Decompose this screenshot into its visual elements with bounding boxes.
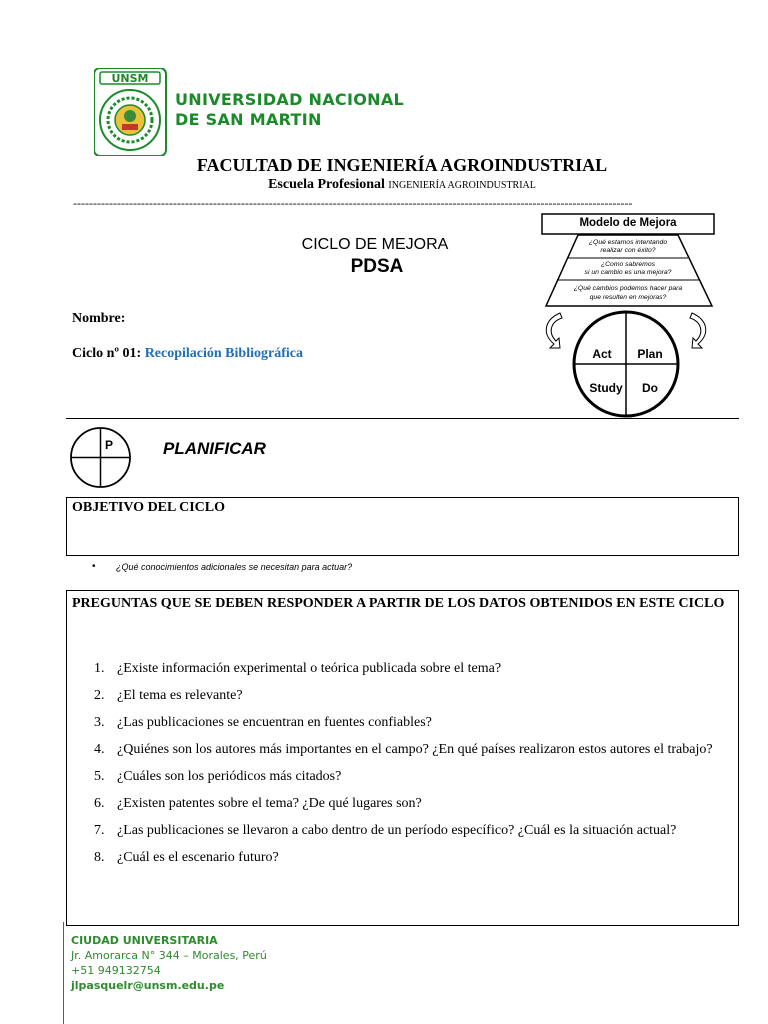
list-item: 3. ¿Las publicaciones se encuentran en fuentes confiables?: [94, 715, 432, 730]
list-item: 7. ¿Las publicaciones se llevaron a cabo dentro de un período específico? ¿Cuál es la situación actual?: [94, 823, 677, 838]
school-label: Escuela Profesional: [268, 177, 385, 192]
model-title: Modelo de Mejora: [579, 217, 677, 229]
university-name: UNIVERSIDAD NACIONAL DE SAN MARTIN: [175, 90, 404, 129]
school-name: INGENIERÍA AGROINDUSTRIAL: [388, 180, 536, 191]
bullet-icon: •: [92, 561, 96, 572]
footer-address: Jr. Amorarca N° 344 – Morales, Perú: [71, 949, 267, 962]
preguntas-box: [66, 590, 739, 926]
quadrant-plan: Plan: [637, 347, 663, 361]
footer-phone: +51 949132754: [71, 964, 161, 977]
quadrant-do: Do: [642, 381, 658, 395]
list-item: 4. ¿Quiénes son los autores más importantes en el campo? ¿En qué países realizaron estos autores el trabajo?: [94, 742, 713, 757]
list-item: 2. ¿El tema es relevante?: [94, 688, 243, 703]
pdsa-model-diagram: [540, 212, 718, 420]
questions-list: [67, 655, 735, 871]
list-item: 5. ¿Cuáles son los periódicos más citados?: [94, 769, 342, 784]
nombre-label: Nombre:: [72, 311, 126, 326]
footer-campus: CIUDAD UNIVERSITARIA: [71, 934, 218, 947]
faculty-title: FACULTAD DE INGENIERÍA AGROINDUSTRIAL: [196, 155, 608, 175]
objetivo-box: [66, 497, 739, 556]
plan-phase-icon: [69, 426, 132, 489]
list-item: 1. ¿Existe información experimental o teórica publicada sobre el tema?: [94, 661, 502, 676]
list-item: 8. ¿Cuál es el escenario futuro?: [94, 850, 279, 865]
preguntas-heading: PREGUNTAS QUE SE DEBEN RESPONDER A PARTIR DE LOS DATOS OBTENIDOS EN ESTE CICLO: [72, 596, 725, 611]
school-line: [0, 177, 768, 193]
list-item: 6. ¿Existen patentes sobre el tema? ¿De qué lugares son?: [94, 796, 422, 811]
quadrant-study: Study: [589, 381, 623, 395]
question-3b: que resulten en mejoras?: [589, 294, 667, 301]
question-3a: ¿Qué cambios podemos hacer para: [573, 285, 683, 292]
ciclo-label: Ciclo nº 01:: [72, 346, 142, 361]
cycle-title: CICLO DE MEJORA: [301, 236, 449, 253]
plan-phase-letter: P: [104, 438, 114, 452]
objetivo-heading: OBJETIVO DEL CICLO: [72, 500, 225, 515]
cycle-subtitle: PDSA: [350, 256, 404, 277]
header-separator: --------------------------------------------------------------------------------------------------------------------------------------------: [73, 196, 633, 210]
ciclo-line: [72, 346, 303, 362]
logo-acronym: UNSM: [111, 72, 149, 85]
section-divider: [66, 418, 739, 419]
footer-accent-line: [63, 922, 64, 1024]
question-2b: si un cambio es una mejora?: [584, 269, 672, 276]
planificar-heading: PLANIFICAR: [163, 439, 266, 458]
bullet-text: ¿Qué conocimientos adicionales se necesitan para actuar?: [116, 562, 353, 572]
question-1a: ¿Qué estamos intentando: [588, 239, 668, 246]
right-cycle-arrow-icon: [690, 313, 706, 348]
quadrant-act: Act: [592, 347, 612, 361]
question-2a: ¿Como sabremos: [600, 261, 656, 268]
footer-email: jlpasquelr@unsm.edu.pe: [71, 979, 225, 992]
question-1b: realizar con éxito?: [600, 247, 656, 254]
left-cycle-arrow-icon: [546, 313, 562, 348]
ciclo-value: Recopilación Bibliográfica: [144, 346, 303, 361]
